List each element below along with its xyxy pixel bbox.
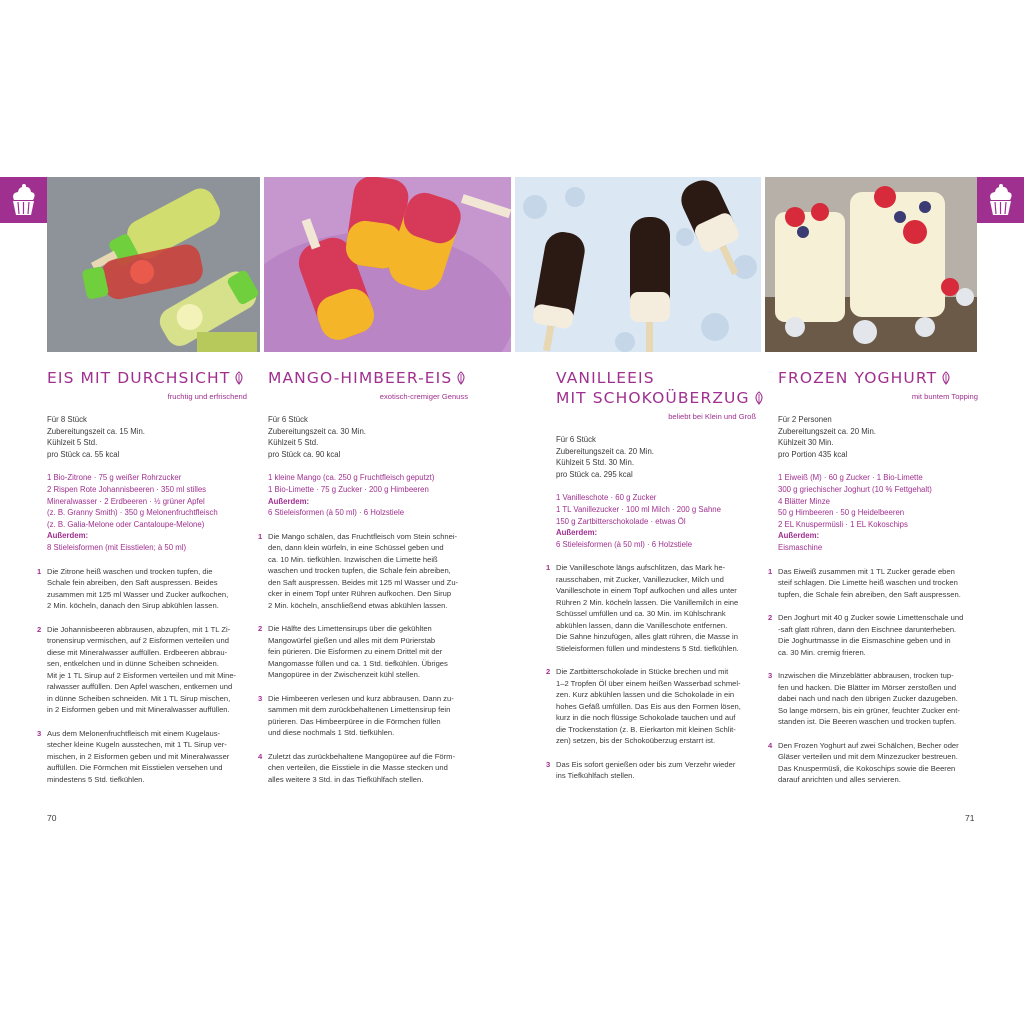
step-4: 4 Den Frozen Yoghurt auf zwei Schälchen, Becher oder Gläser verteilen und mit dem Minzezucker bestreuen. Das Knuspermüsli, die Kokoschips sowie die Beeren darauf anrichten und alles servieren. [768,740,959,785]
recipe-subtitle: mit buntem Topping [911,392,978,401]
leaf-icon [455,371,467,385]
recipe-mango-himbeer-eis [258,368,468,785]
step-1: 1 Das Eiweiß zusammen mit 1 TL Zucker gerade eben steif schlagen. Die Limette heiß waschen und trocken tupfen, die Schale fein abreiben, den Saft auspressen. [768,566,961,599]
ingredients: 1 kleine Mango (ca. 250 g Fruchtfleisch geputzt) 1 Bio-Limette · 75 g Zucker · 200 g Himbeeren Außerdem: 6 Stieleisformen (à 50 ml) · 6 Holzstiele [268,473,435,518]
recipe-meta: Für 8 Stück Zubereitungszeit ca. 15 Min. Kühlzeit 5 Std. pro Stück ca. 55 kcal [47,415,145,459]
step-3: 3 Aus dem Melonenfruchtfleisch mit einem Kugelaus- stecher kleine Kugeln ausstechen, mit 1 TL Sirup ver- mischen, in 2 Eisformen geben und mit Mineralwasser auffüllen. Die Förmchen mit Eisstielen versehen und mindestens 5 Std. tiefkühlen. [37,728,230,784]
recipe-frozen-yoghurt [768,368,978,786]
recipe-subtitle: fruchtig und erfrischend [167,392,247,401]
recipe-subtitle: exotisch-cremiger Genuss [379,392,468,401]
leaf-icon [940,371,952,385]
ingredients: 1 Vanilleschote · 60 g Zucker 1 TL Vanillezucker · 100 ml Milch · 200 g Sahne 150 g Zartbitterschokolade · etwas Öl Außerdem: 6 Stieleisformen (à 50 ml) · 6 Holzstiele [556,493,721,549]
photo-chocolate-vanilla-pops [515,177,761,352]
ingredients: 1 Bio-Zitrone · 75 g weißer Rohrzucker 2 Rispen Rote Johannisbeeren · 350 ml stilles Mineralwasser · 2 Erdbeeren · ½ grüner Apfel (z. B. Granny Smith) · 350 g Melonenfruchtfleisch (z. B. Galia-Melone oder Cantaloupe-Melone) Außerdem: 8 Stieleisformen (mit Eisstielen; à 50 ml) [47,473,218,552]
recipe-meta: Für 6 Stück Zubereitungszeit ca. 20 Min. Kühlzeit 5 Std. 30 Min. pro Stück ca. 295 kcal [556,435,654,479]
recipe-eis-mit-durchsicht [37,368,247,785]
recipe-title: MANGO-HIMBEER-EIS [268,368,468,388]
page-number-left: 70 [47,813,57,823]
photo-clear-ice-pops [47,177,260,352]
recipe-meta: Für 6 Stück Zubereitungszeit ca. 30 Min. Kühlzeit 5 Std. pro Stück ca. 90 kcal [268,415,366,459]
step-2: 2 Die Johannisbeeren abbrausen, abzupfen, mit 1 TL Zi- tronensirup vermischen, auf 2 Eisformen verteilen und diese mit Mineralwasser auffüllen. Erdbeeren abbrau- sen, entkelchen und in dünne Scheiben schneiden. Mit je 1 TL Sirup auf 2 Eisformen verteilen und mit Mine- ralwasser auffüllen. Den Apfel waschen, entkernen und in dünne Scheiben schneiden. Mit 1 TL Sirup mischen, in 2 Eisformen geben und mit Mineralwasser auffüllen. [37,624,237,715]
recipe-subtitle: beliebt bei Klein und Groß [668,412,756,421]
step-3: 3 Die Himbeeren verlesen und kurz abbrausen. Dann zu- sammen mit dem zurückbehaltenen Limettensirup fein pürieren. Das Himbeerpüree in die Förmchen füllen und diese nochmals 1 Std. tiefkühlen. [258,693,454,738]
recipe-title: VANILLEEIS MIT SCHOKOÜBERZUG [556,368,756,408]
leaf-icon [753,391,765,405]
recipe-vanilleeis-mit-schokoueberzug [546,368,756,782]
cupcake-icon [985,183,1016,217]
page-number-right: 71 [965,813,975,823]
step-2: 2 Den Joghurt mit 40 g Zucker sowie Limettenschale und -saft glatt rühren, dann den Eischnee darunterheben. Die Joghurtmasse in die Eismaschine geben und in ca. 30 Min. cremig frieren. [768,613,964,657]
ingredients: 1 Eiweiß (M) · 60 g Zucker · 1 Bio-Limette 300 g griechischer Joghurt (10 % Fettgehalt) 4 Blätter Minze 50 g Himbeeren · 50 g Heidelbeeren 2 EL Knuspermüsli · 1 EL Kokoschips Außerdem: Eismaschine [778,473,932,552]
recipe-title: FROZEN YOGHURT [778,368,978,388]
step-1: 1 Die Vanilleschote längs aufschlitzen, das Mark he- rausschaben, mit Zucker, Vanillezucker, Milch und Vanilleschote in einem Topf aufkochen und alles unter Rühren 2 Min. köcheln lassen. Die Vanillemilch in eine Schüssel umfüllen und ca. 30 Min. im Kühlschrank abkühlen lassen, dann die Vanilleschote entfernen. Die Sahne hinzufügen, alles glatt rühren, die Masse in Stieleisformen füllen und mindestens 5 Std. tiefkühlen. [546,563,739,653]
step-2: 2 Die Hälfte des Limettensirups über die gekühlten Mangowürfel gießen und alles mit dem Pürierstab fein pürieren. Die Eisformen zu einem Drittel mit der Mangomasse füllen und ca. 1 Std. tiefkühlen. Übriges Mangopüree in der Zwischenzeit kühl stellen. [258,624,448,680]
cupcake-icon [8,183,39,217]
photo-mango-raspberry-pops [264,177,511,352]
recipe-title: EIS MIT DURCHSICHT [47,368,247,388]
step-2: 2 Die Zartbitterschokolade in Stücke brechen und mit 1–2 Tropfen Öl über einem heißen Wasserbad schmel- zen. Kurz abkühlen lassen und die Schokolade in ein hohes Gefäß umfüllen. Das Eis aus den Formen lösen, kurz in die noch flüssige Schokolade tauchen und auf die Trockenstation (z. B. Eierkarton mit kleinen Schlit- zen) setzen, bis der Schokoüberzug erstarrt ist. [546,667,741,746]
photo-frozen-yoghurt [765,177,977,352]
step-3: 3 Das Eis sofort genießen oder bis zum Verzehr wieder ins Tiefkühlfach stellen. [546,759,736,781]
recipe-meta: Für 2 Personen Zubereitungszeit ca. 20 Min. Kühlzeit 30 Min. pro Portion 435 kcal [778,415,876,459]
step-4: 4 Zuletzt das zurückbehaltene Mangopüree auf die Förm- chen verteilen, die Eisstiele in die Masse stecken und alles weitere 3 Std. in das Tiefkühlfach stellen. [258,751,455,784]
chapter-tab-right [977,177,1024,223]
step-3: 3 Inzwischen die Minzeblätter abbrausen, trocken tup- fen und hacken. Die Blätter im Mörser zerstoßen und dabei nach und nach den übrigen Zucker dazugeben. So lange mörsern, bis ein grüner, feuchter Zucker ent- standen ist. Die Beeren waschen und trocken tupfen. [768,671,960,727]
leaf-icon [233,371,245,385]
chapter-tab-left [0,177,47,223]
step-1: 1 Die Mango schälen, das Fruchtfleisch vom Stein schnei- den, dann klein würfeln, in eine Schüssel geben und ca. 10 Min. tiefkühlen. Inzwischen die Limette heiß waschen und trocken tupfen, die Schale fein abreiben, den Saft auspressen. Beides mit 125 ml Wasser und Zu- cker in einem Topf unter Rühren aufkochen. Den Sirup 2 Min. köcheln, anschließend etwas abkühlen lassen. [258,531,459,610]
step-1: 1 Die Zitrone heiß waschen und trocken tupfen, die Schale fein abreiben, den Saft auspressen. Beides zusammen mit 125 ml Wasser und Zucker aufkochen, 2 Min. köcheln, danach den Sirup abkühlen lassen. [37,566,229,611]
